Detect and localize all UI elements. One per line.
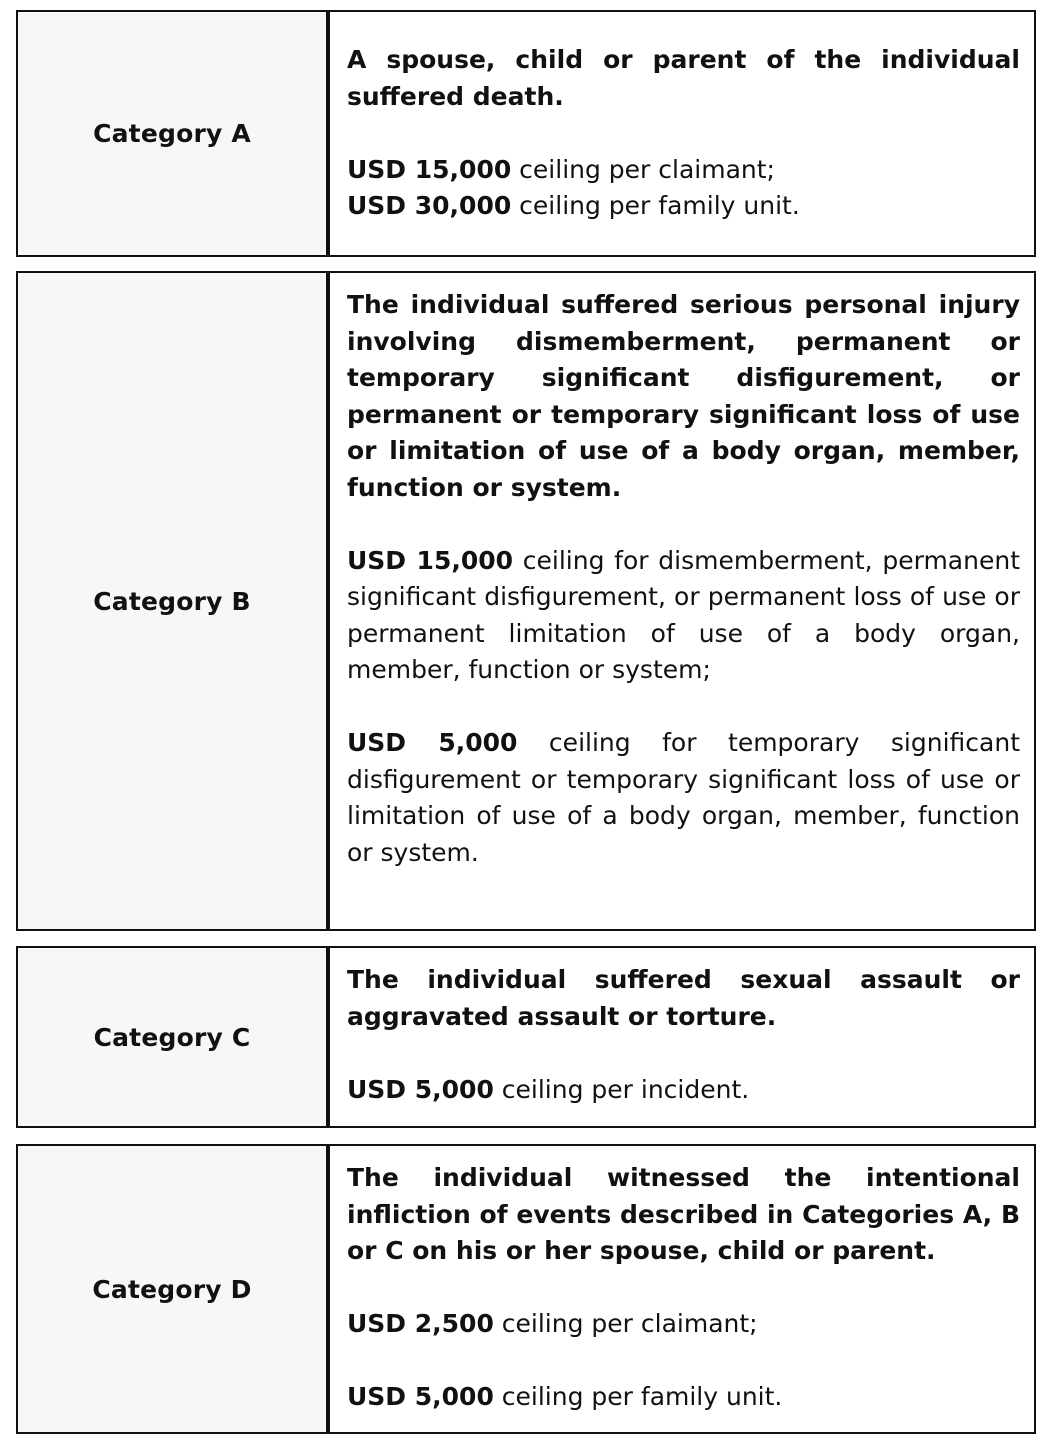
ceiling-amount: USD 15,000	[347, 154, 512, 184]
ceiling-amount: USD 5,000	[347, 1382, 494, 1411]
ceiling-text: ceiling per claimant;	[511, 154, 775, 184]
category-a-ceilings	[347, 152, 1020, 225]
category-a-details	[330, 12, 1034, 255]
category-c-details	[330, 948, 1034, 1126]
category-a-description: A spouse, child or parent of the individual suffered death.	[347, 45, 1020, 111]
category-d-cell	[18, 1146, 330, 1432]
category-b-block	[16, 271, 1036, 931]
category-b-ceiling-permanent	[347, 543, 1020, 689]
category-a-label: Category A	[93, 119, 251, 148]
category-d-label: Category D	[92, 1274, 252, 1304]
category-b-description: The individual suffered serious personal injury involving dismemberment, permanent or temporary significant disfigurement, or permanent or temporary significant loss of use or limitation of use of a body organ, member, function or system.	[347, 290, 1020, 502]
category-d-ceiling-claimant	[347, 1306, 1020, 1343]
category-b-ceiling-temporary	[347, 725, 1020, 871]
ceiling-text: ceiling per incident.	[493, 1074, 750, 1104]
ceiling-text: ceiling for dismemberment, permanent significant disfigurement, or permanent loss of use or permanent limitation of use of a body organ, member, function or system;	[347, 545, 1020, 684]
category-b-details	[330, 273, 1034, 929]
category-c-label: Category C	[93, 1022, 251, 1052]
ceiling-amount: USD 2,500	[347, 1309, 494, 1338]
category-d-ceiling-family	[347, 1379, 1020, 1416]
category-b-cell	[18, 273, 330, 929]
ceiling-amount: USD 30,000	[347, 191, 512, 220]
ceiling-text: ceiling per family unit.	[493, 1382, 783, 1411]
category-a-block	[16, 10, 1036, 257]
ceiling-text: ceiling per family unit.	[511, 191, 800, 220]
category-c-ceiling	[347, 1072, 1020, 1109]
category-d-description: The individual witnessed the intentional infliction of events described in Categories A, B or C on his or her spouse, child or parent.	[347, 1163, 1020, 1265]
category-c-description: The individual suffered sexual assault or aggravated assault or torture.	[347, 965, 1020, 1031]
ceiling-amount: USD 5,000	[347, 728, 518, 757]
ceiling-amount: USD 15,000	[347, 545, 514, 575]
category-a-cell	[18, 12, 330, 255]
category-d-block	[16, 1144, 1036, 1434]
ceiling-amount: USD 5,000	[347, 1074, 494, 1104]
category-d-details	[330, 1146, 1034, 1432]
ceiling-text: ceiling per claimant;	[493, 1309, 758, 1338]
ceiling-text: ceiling for temporary significant disfigurement or temporary significant loss of use or limitation of use of a body organ, member, function or system.	[347, 728, 1020, 867]
category-b-label: Category B	[93, 586, 251, 616]
category-c-cell	[18, 948, 330, 1126]
category-c-block	[16, 946, 1036, 1128]
